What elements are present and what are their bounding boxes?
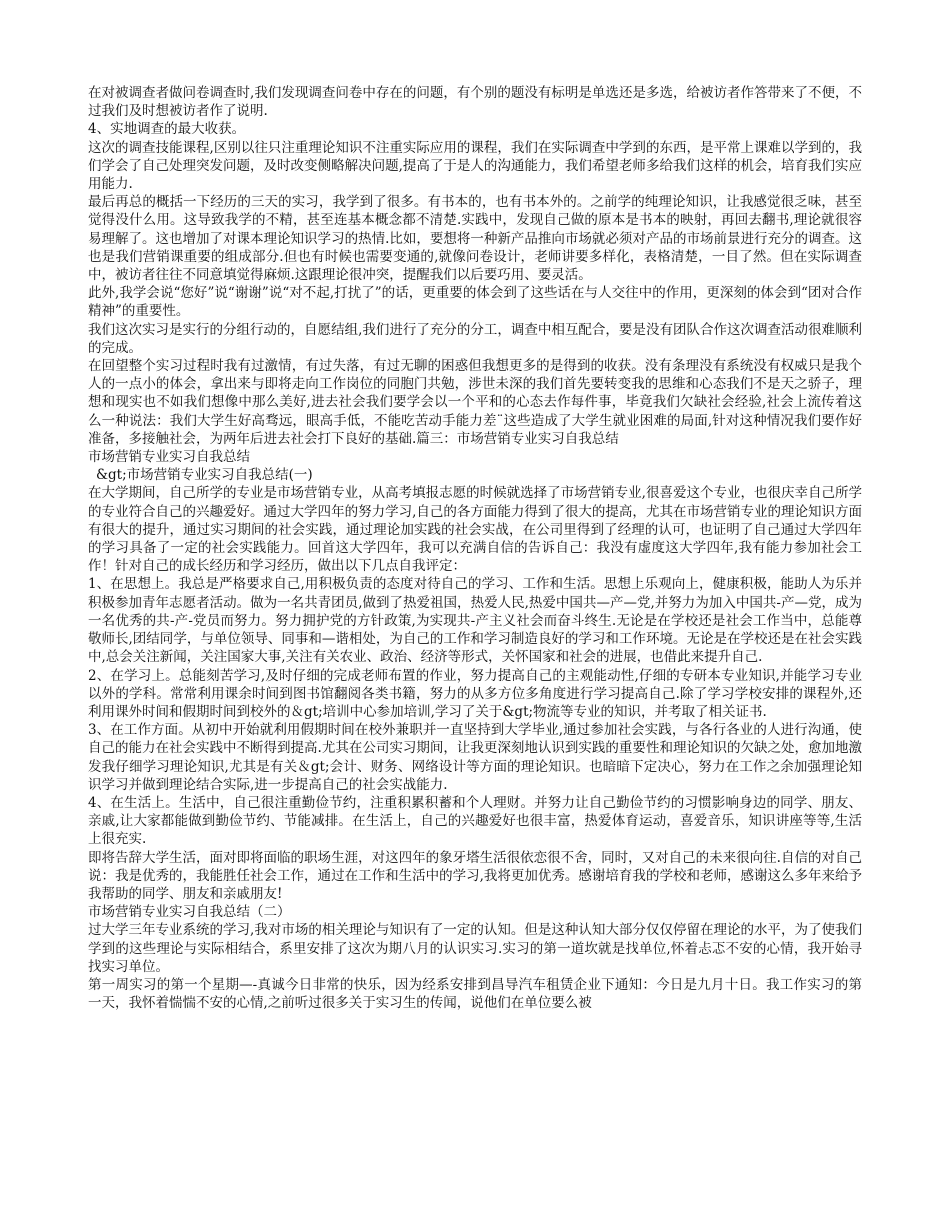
document-body (88, 84, 862, 1012)
paragraph: 过大学三年专业系统的学习,我对市场的相关理论与知识有了一定的认知。但是这种认知大部分仅仅停留在理论的水平，为了使我们学到的这些理论与实际相结合，系里安排了这次为期八月的认识实习.实习的第一道坎就是找单位,怀着忐忑不安的心情，我开始寻找实习单位。 (88, 922, 862, 975)
paragraph: 1、在思想上。我总是严格要求自己,用积极负责的态度对待自己的学习、工作和生活。思想上乐观向上，健康积极，能助人为乐并积极参加青年志愿者活动。做为一名共青团员,做到了热爱祖国，热爱人民,热爱中国共—产—党,并努力为加入中国共-产—党，成为一名优秀的共-产-党员而努力。努力拥护党的方针政策,为实现共-产主义社会而奋斗终生.无论是在学校还是社会工作当中，总能尊敬师长,团结同学，与单位领导、同事和—谐相处，为自己的工作和学习制造良好的学习和工作环境。无论是在学校还是在社会实践中,总会关注新闻，关注国家大事,关注有关农业、政治、经济等形式，关怀国家和社会的进展，也借此来提升自己. (88, 576, 862, 666)
paragraph: 最后再总的概括一下经历的三天的实习，我学到了很多。有书本的，也有书本外的。之前学的纯理论知识，让我感觉很乏味，甚至觉得没什么用。这导致我学的不精，甚至连基本概念都不清楚.实践中，发现自己做的原本是书本的映射，再回去翻书,理论就很容易理解了。这也增加了对课本理论知识学习的热情.比如，要想将一种新产品推向市场就必须对产品的市场前景进行充分的调查。这也是我们营销课重要的组成部分.但也有时候也需要变通的,就像问卷设计，老师讲要多样化，表格清楚，一目了然。但在实际调查中，被访者往往不同意填觉得麻烦.这跟理论很冲突，提醒我们以后要巧用、要灵活。 (88, 194, 862, 284)
paragraph: 2、在学习上。总能刻苦学习,及时仔细的完成老师布置的作业，努力提高自己的主观能动性,仔细的专研本专业知识,并能学习专业以外的学科。常常利用课余时间到图书馆翻阅各类书籍，努力的从多方位多角度进行学习提高自己.除了学习学校安排的课程外,还利用课外时间和假期时间到校外的＆gt;培训中心参加培训,学习了关于&gt;物流等专业的知识，并考取了相关证书. (88, 667, 862, 720)
paragraph: 4、在生活上。生活中，自己很注重勤俭节约，注重积累积蓄和个人理财。并努力让自己勤俭节约的习惯影响身边的同学、朋友、亲戚,让大家都能做到勤俭节约、节能减排。在生活上，自己的兴趣爱好也很丰富，热爱体育运动，喜爱音乐，知识讲座等等,生活上很充实. (88, 794, 862, 848)
paragraph: 在回望整个实习过程时我有过激情，有过失落，有过无聊的困惑但我想更多的是得到的收获。没有条理没有系统没有权威只是我个人的一点小的体会，拿出来与即将走向工作岗位的同胞门共勉，涉世未深的我们首先要转变我的思维和心态我们不是天之骄子，理想和现实也不如我们想像中那么美好,进去社会我们要学会以一个平和的心态去作每件事，毕竟我们欠缺社会经验,社会上流传着这么一种说法：我们大学生好高骛远，眼高手低，不能吃苦动手能力差¨这些造成了大学生就业困难的局面,针对这种情况我们要作好准备，多接触社会，为两年后进去社会打下良好的基础.篇三：市场营销专业实习自我总结 (88, 358, 862, 447)
paragraph: 即将告辞大学生活，面对即将面临的职场生涯，对这四年的象牙塔生活很依恋很不舍，同时，又对自己的未来很向往.自信的对自己说：我是优秀的，我能胜任社会工作，通过在工作和生活中的学习,我将更加优秀。感谢培育我的学校和老师，感谢这么多年来给予我帮助的同学、朋友和亲戚朋友! (88, 849, 862, 902)
document-title: 市场营销专业实习自我总结 (88, 449, 250, 466)
paragraph: 这次的调查技能课程,区别以往只注重理论知识不注重实际应用的课程，我们在实际调查中学到的东西，是平常上课难以学到的，我们学会了自己处理突发问题，及时改变侧略解决问题,提高了于是人的沟通能力，我们希望老师多给我们这样的机会，培育我们实应用能力. (88, 139, 862, 193)
section-heading: 4、实地调查的最大收获。 (88, 121, 246, 138)
paragraph: 此外,我学会说“您好”说“谢谢”说“对不起,打扰了”的话，更重要的体会到了这些话在与人交往中的作用，更深刻的体会到“团对合作精神”的重要性。 (88, 285, 862, 320)
paragraph: 3、在工作方面。从初中开始就利用假期时间在校外兼职并一直坚持到大学毕业,通过参加社会实践，与各行各业的人进行沟通，使自己的能力在社会实践中不断得到提高.尤其在公司实习期间，让我更深刻地认识到实践的重要性和理论知识的欠缺之处，愈加地激发我仔细学习理论知识,尤其是有关＆gt;会计、财务、网络设计等方面的理论知识。也暗暗下定决心，努力在工作之余加强理论知识学习并做到理论结合实际,进一步提高自己的社会实战能力. (88, 722, 862, 793)
paragraph: 在大学期间，自己所学的专业是市场营销专业，从高考填报志愿的时候就选择了市场营销专业,很喜爱这个专业，也很庆幸自己所学的专业符合自己的兴趣爱好。通过大学四年的努力学习,自己的各方面能力得到了很大的提高，尤其在市场营销专业的理论知识方面有很大的提升，通过实习期间的社会实践，通过理论加实践的社会实战，在公司里得到了经理的认可，也证明了自己通过大学四年的学习具备了一定的社会实践能力。回首这大学四年，我可以充满自信的告诉自己：我没有虚度这大学四年,我有能力参加社会工作！针对自己的成长经历和学习经历，做出以下几点自我评定： (88, 485, 862, 575)
paragraph: 在对被调查者做问卷调查时,我们发现调查问卷中存在的问题，有个别的题没有标明是单选还是多选，给被访者作答带来了不便，不过我们及时想被访者作了说明. (88, 85, 862, 120)
paragraph: 我们这次实习是实行的分组行动的，自愿结组,我们进行了充分的分工，调查中相互配合，要是没有团队合作这次调查活动很难顺利的完成。 (88, 321, 862, 356)
paragraph: 第一周实习的第一个星期—-真诚今日非常的快乐，因为经系安排到昌导汽车租赁企业下通知：今日是九月十日。我工作实习的第一天，我怀着惴惴不安的心情,之前听过很多关于实习生的传闻，说他们在单位要么被 (88, 976, 862, 1012)
subsection-heading: 市场营销专业实习自我总结（二） (88, 904, 291, 921)
subsection-heading: &gt;市场营销专业实习自我总结(一) (96, 467, 313, 484)
